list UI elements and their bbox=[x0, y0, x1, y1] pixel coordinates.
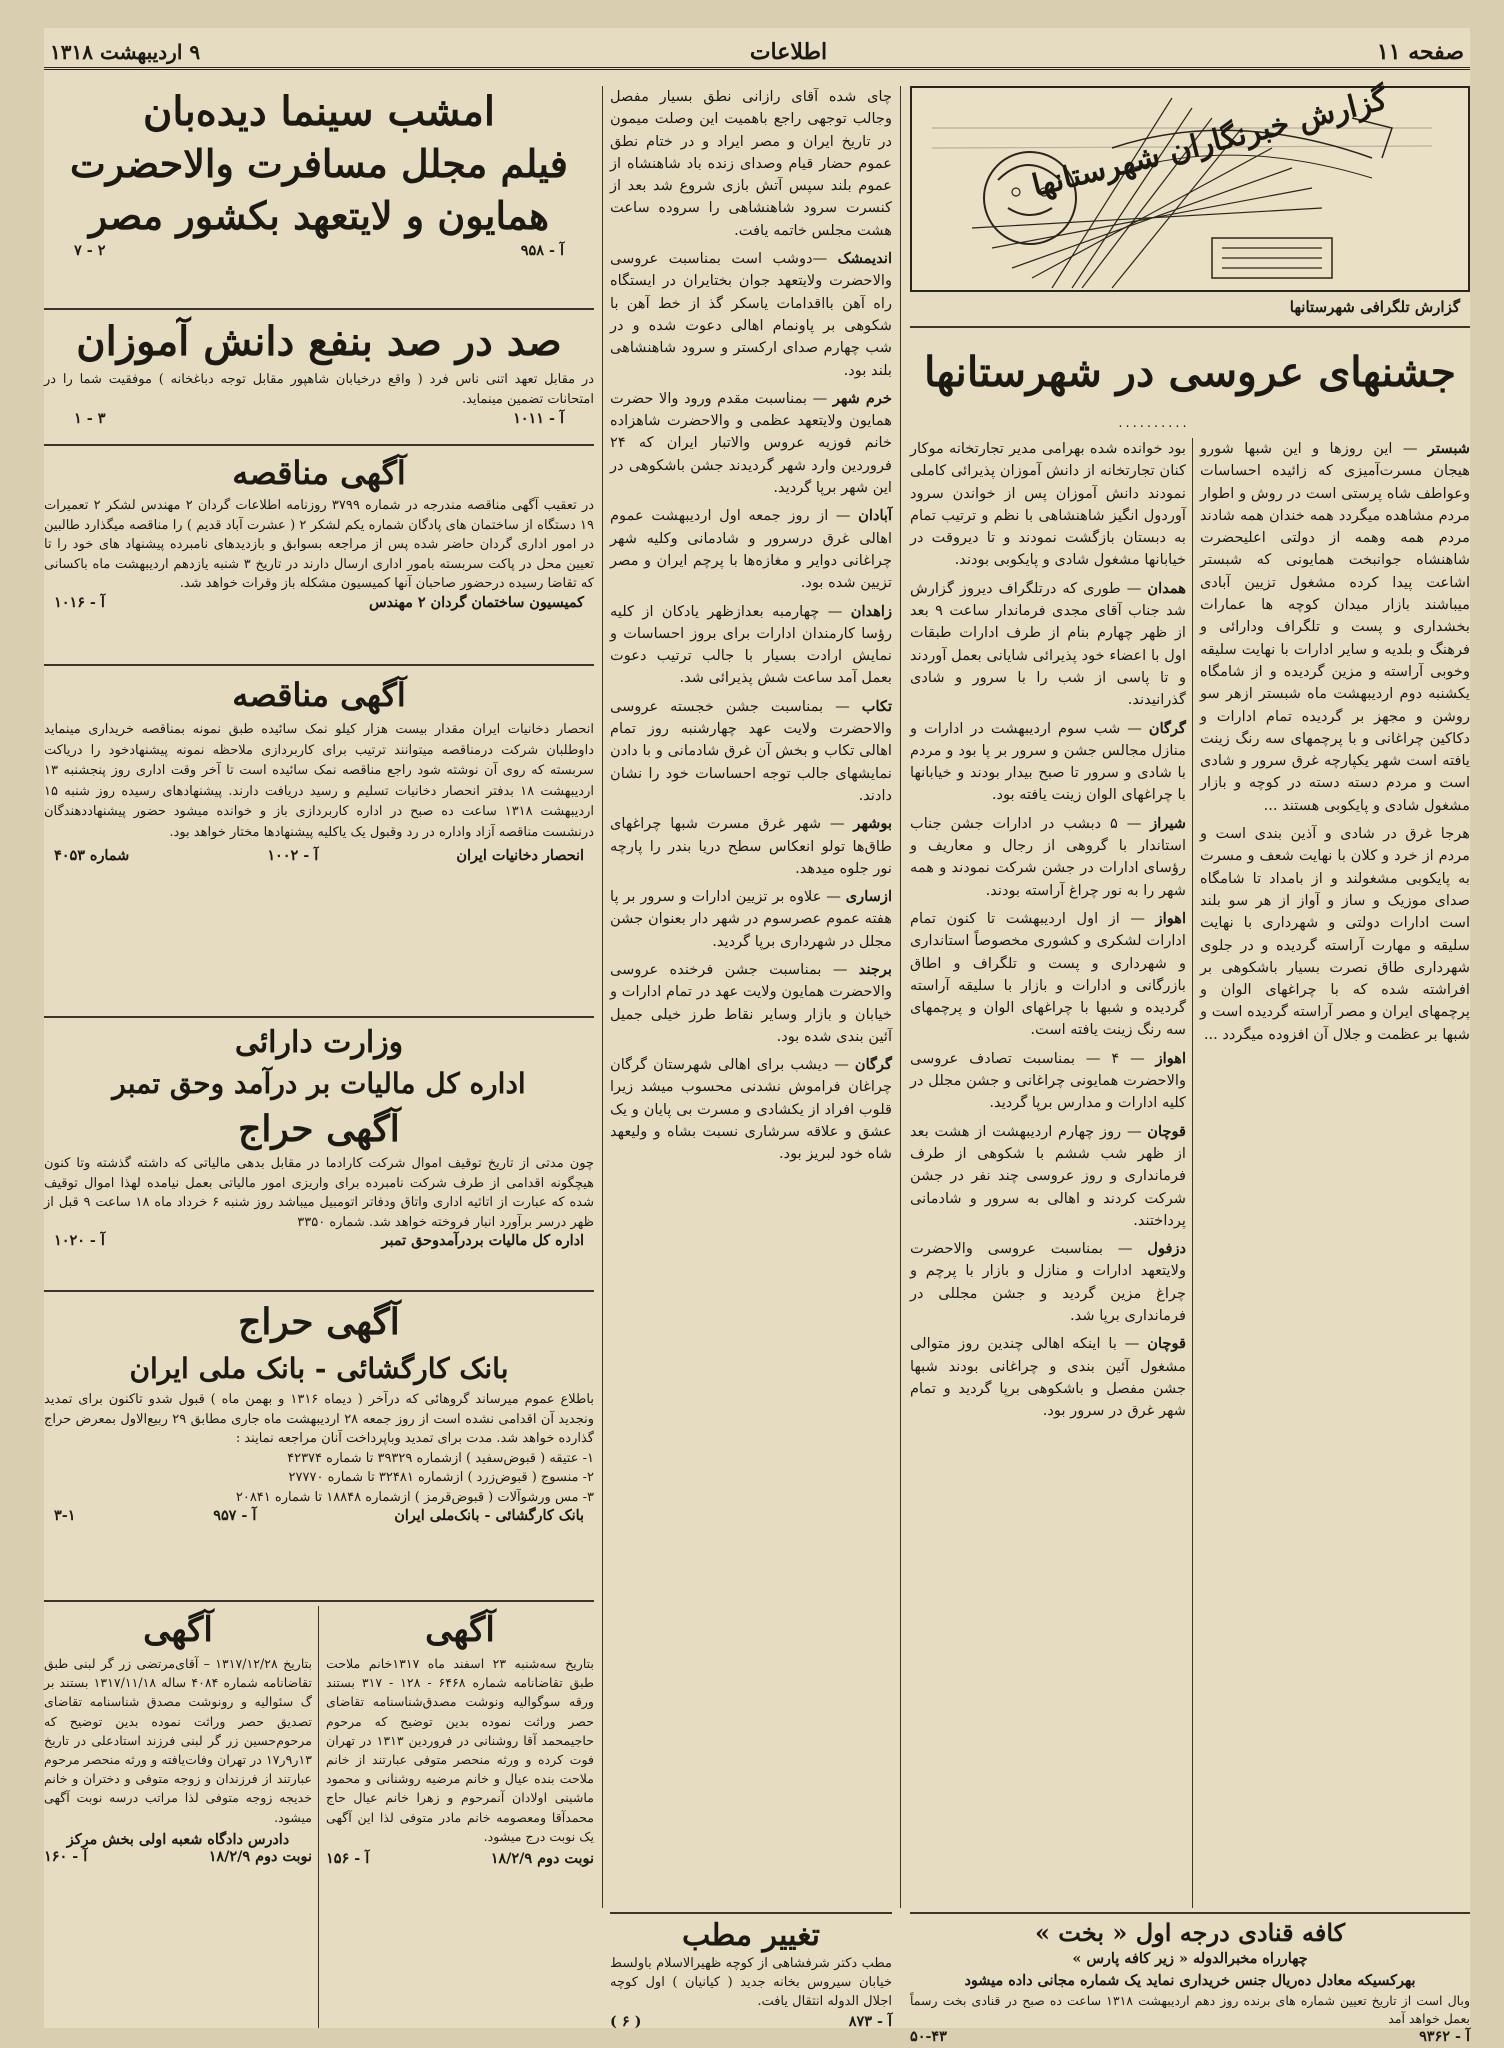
issue-date: ۹ اردیبهشت ۱۳۱۸ bbox=[50, 39, 201, 64]
reports-illustration bbox=[910, 81, 1470, 292]
tender-2-text: انحصار دخانیات ایران مقدار بیست هزار کیلو نمک سائیده طبق نمونه بمناقصه خریداری مینماید داوطلبان شرکت درمناقصه میتوانند ترتیب برای کاربردازی ملاحظه نمونه پیشنهادخود را دریاکت سربسته که روی آن نوشته شود راجع مناقصه نمک سائیده است تا آخر وقت اداری روز پنجشنبه ۱۳ اردیبهشت ۱۸ بدفتر انحصار دخانیات تسلیم و رسید دریافت دارند. پیشنهادهای رسیده روز شنبه ۱۵ اردیبهشت ۱۳۱۸ ساعت ده صبح در اداره کاربردازی باز و خوانده میشود حضور پیشنهاددهندگان درنشست مناقصه آزاد واداره در رد وقبول یک یاکلیه پیشنهادها مختار خواهد بود. bbox=[44, 722, 594, 840]
notice-right-ref-right: نوبت دوم ۱۸/۲/۹ bbox=[490, 1850, 594, 1868]
report-paragraph bbox=[910, 1121, 1186, 1232]
inheritance-notice-right bbox=[326, 1606, 594, 2028]
report-city: اندیمشک bbox=[837, 250, 892, 268]
report-city: خرم شهر bbox=[832, 389, 893, 407]
students-ref-right: آ - ۱۰۱۱ bbox=[513, 410, 564, 427]
divider bbox=[44, 444, 594, 446]
tender-1-text: در تعقیب آگهی مناقصه مندرجه در شماره ۳۷۹۹ روزنامه اطلاعات گردان ۲ مهندس لشکر ۲ تعمیرات ۱۹ دستگاه از ساختمان های پادگان شماره یکم لشکر ۲ ( عشرت آباد قدیم ) را مناقصه میگذارد طالبین در امور اداری گردان حاضر شده پس از مراجعه بسوابق و بازدیدهای نامبرده پیشنهاد های خود را تا تعیین محل در پاکت سربسته بامور اداری ارسال دارند در تاریخ ۳ شنبه یازدهم اردیبهشت ماه باکسانی که تقاضا رسیده درحضور صاحبان آنها کمیسیون مشکله باز وقرات خواهد شد. bbox=[44, 498, 595, 591]
report-paragraph bbox=[610, 505, 892, 594]
pawn-ref-mid: آ - ۹۵۷ bbox=[213, 1507, 257, 1524]
tender-1-ref-left: آ - ۱۰۱۶ bbox=[54, 593, 105, 611]
report-text: — دیشب برای اهالی شهرستان گرگان چراغان فراموش نشدنی محسوب میشد زیرا قلوب افراد از یکشادی و مسرت بی پایان و یک عشق و علاقه سرشاری نسبت بشاه و ولیعهد شاه خود لبریز بود. bbox=[610, 1056, 892, 1163]
report-city: شیراز bbox=[1150, 814, 1187, 832]
tender-1-ref-right: کمیسیون ساختمان گردان ۲ مهندس bbox=[368, 593, 584, 611]
tender-2-ref-right: انحصار دخانیات ایران bbox=[456, 847, 584, 864]
report-paragraph bbox=[610, 86, 892, 242]
clinic-ref: آ - ۸۷۳ bbox=[848, 2013, 892, 2030]
cinema-line-3: همایون و لایتعهد بکشور مصر bbox=[88, 193, 550, 238]
page-number: صفحه ۱۱ bbox=[1376, 38, 1464, 65]
column-rule bbox=[1192, 438, 1193, 1908]
notice-right-text: بتاریخ سه‌شنبه ۲۳ اسفند ماه ۱۳۱۷خانم ملاحت طبق تقاضانامه شماره ۶۴۶۸ - ۱۲۸ - ۳۱۷ بستند ورقه سوگوالیه ونوشت مصدق‌شناسنامه تقاضای حصر وراثت نموده بدین توضیح که مرحوم حاجیمحمد آقا روشنانی در فروردین ۱۳۱۳ در تهران فوت کرده و ورثه منحصر متوفی عبارتند از خانم ملاحت بنده عیال و خانم مرضیه روشنانی و محمود ماشینی اولادان آنمرحوم و زهرا خانم عیال حاج محمدآقا ومعصومه خانم مادر متوفی لذا این آگهی یک نوبت درج میشود. bbox=[326, 1656, 595, 1844]
report-text: —دوشب است بمناسبت عروسی والاحضرت ولایتعهد جوان بختایران در ایستگاه راه آهن بااقدامات یاسکر گذ از خط آهن با شکوهی بر پاونمام اهالی دعوت شده و در شب چهارم صدای ارکستر و سرود شاهنشاهی بلند بود. bbox=[610, 250, 892, 379]
finance-auction-ad bbox=[44, 1022, 594, 1286]
illustration-image bbox=[912, 81, 1468, 290]
report-text: — این روزها و این شبها شورو هیجان مسرت‌آمیزی که زائیده احساسات وعواطف شاه پرستی است در روش و اطوار مردم مشاهده میگردد همه خندان همه شادند مردم همه وهمه از دولتی اعلیحضرت شاهنشاه جوانبخت همایونی که شبستر اشاعت پیدا کرده مشغول تزیین آبادی میباشند بازار میدان کوچه ها عمارات بخشداری و پست و تلگراف ودارائی و فرهنگ و بلدیه و سایر ادارات با نهایت سلیقه وخوبی آراسته و مزین گردیده و از شامگاه یکشنبه دوم اردیبهشت ماه شبستر ازهر سو روشن و مجهز بر گردیده تمام ادارات و دکاکین چراغانی و با پرچمهای سه رنگ زینت یافته است شهر یکپارچه غرق سرور و شادی است و مردم دسته دسته در کوچه و بازار مشغول شادی و پایکوبی هستند ... bbox=[1200, 440, 1470, 814]
reports-column-1 bbox=[1200, 438, 1470, 1908]
report-city: برجند bbox=[858, 960, 892, 978]
report-text: — شهر غرق مسرت شبها چراغهای طاق‌ها تولو انعکاس سطح دریا بندر را پارچه نور جلوه میدهد. bbox=[610, 815, 892, 877]
pawn-subtitle: بانک کارگشائی - بانک ملی ایران bbox=[129, 1352, 509, 1385]
divider bbox=[44, 308, 594, 310]
clinic-title: تغییر مطب bbox=[681, 1918, 821, 1953]
report-paragraph bbox=[610, 1054, 892, 1165]
report-paragraph bbox=[1200, 438, 1470, 817]
report-text: — از روز جمعه اول اردیبهشت عموم اهالی غرق درسرور و شادمانی وکلیه شهر چراغانی دوایر و مغازه‌ها با پرچم ایران و مصر تزیین شده بود. bbox=[610, 507, 892, 592]
report-paragraph bbox=[610, 248, 892, 382]
notice-left-title: آگهی bbox=[143, 1610, 213, 1650]
pawn-item-2: ۲- منسوج ( قبوض‌زرد ) ازشماره ۳۲۴۸۱ تا شماره ۲۷۷۷۰ bbox=[288, 1470, 594, 1485]
tender-ad-2 bbox=[44, 670, 594, 1010]
report-text: بود خوانده شده بهرامی مدیر تجارتخانه موکار کنان تجارتخانه از دانش آموزان پذیرائی کاملی نمودند دانش آموزان پس از خواندن سرود آوردول انگیز شاهنشاهی با نظم و ترتیب تمام به دبستان بازگشت نمودند و تا دیروقت در خیابانها مشغول شادی و پایکوبی بودند. bbox=[910, 440, 1186, 569]
report-paragraph bbox=[610, 388, 892, 499]
report-paragraph bbox=[1200, 823, 1470, 1046]
tender-1-title: آگهی مناقصه bbox=[232, 454, 406, 492]
cafe-draw-info: وبال است از تاریخ تعیین شماره های برنده روز دهم اردیبهشت ۱۳۱۸ ساعت ده صبح در قنادی بخت رسماً بعمل خواهد آمد bbox=[910, 1993, 1470, 2026]
report-paragraph bbox=[910, 578, 1186, 712]
report-paragraph bbox=[610, 886, 892, 953]
sketch-caption: گزارش خبرنگاران شهرستانها bbox=[1028, 81, 1391, 204]
report-paragraph bbox=[910, 1238, 1186, 1327]
report-text: — بمناسبت جشن فرخنده عروسی والاحضرت همایون ولایت عهد در تمام ادارات و خیابان و بازار وسایر نقاط طرز خیلی جمیل آئین بندی شده بود. bbox=[610, 960, 892, 1045]
pawn-text: باطلاع عموم میرساند گروهائی که درآخر ( دیماه ۱۳۱۶ و بهمن ماه ) قبول شدو تاکنون برای تمدید ونجدید آن اقدامی نشده است از روز جمعه ۲۸ اردیبهشت ماه جاری مطابق ۲۹ ربیع‌الاول بمعرض حراج گذارده خواهد شد. مدت برای تمدید وباپرداخت آنان مراجعه نمایند : bbox=[44, 1392, 594, 1446]
students-title: صد در صد بنفع دانش آموزان bbox=[76, 318, 562, 365]
finance-ministry: وزارت دارائی bbox=[234, 1025, 404, 1060]
notice-left-court: دادرس دادگاه شعبه اولی بخش مرکز bbox=[66, 1830, 290, 1848]
finance-ref-left: آ - ۱۰۲۰ bbox=[54, 1232, 105, 1249]
divider bbox=[44, 1016, 594, 1018]
report-paragraph bbox=[910, 1048, 1186, 1115]
reports-column-3 bbox=[610, 86, 892, 1908]
reports-subtitle: گزارش تلگرافی شهرستانها bbox=[1289, 298, 1460, 316]
masthead bbox=[44, 36, 1470, 70]
reports-column-2 bbox=[910, 438, 1186, 1908]
tender-2-ref-mid: آ - ۱۰۰۲ bbox=[267, 847, 319, 864]
report-paragraph bbox=[910, 1333, 1186, 1422]
divider bbox=[44, 664, 594, 666]
cinema-ad bbox=[44, 86, 594, 304]
divider bbox=[44, 1600, 594, 1602]
cafe-ref-left: ۵۰-۴۳ bbox=[910, 2028, 947, 2045]
students-ad bbox=[44, 314, 594, 440]
report-city: ازساری bbox=[845, 888, 892, 906]
report-city: دزفول bbox=[1147, 1240, 1187, 1258]
divider bbox=[610, 1912, 892, 1914]
notice-left-text: بتاریخ ۱۳۱۷/۱۲/۲۸ – آقای‌مرتضی زر گر لبنی طبق تقاضانامه شماره ۴۰۸۴ ساله ۱۳۱۷/۱۱/۱۸ بستند بر گ سئوالیه و رونوشت مصدق شناسنامه تقاضای تصدیق حصر وراثت نموده بدین توضیح که مرحوم‌حسین زر گر لبنی فرزند استادعلی در تاریخ ۱۳ر۹ر۱۷ در تهران وفات‌یافته و ورثه منحصر مرحوم عبارتند از فرزندان و زوجه متوفی و دختران و خانم خدیجه زوجه متوفی لذا مراتب درسه نوبت آگهی میشود. bbox=[44, 1656, 312, 1825]
cinema-line-2: فیلم مجلل مسافرت والاحضرت bbox=[70, 141, 568, 186]
report-city: گرگان bbox=[1148, 719, 1186, 737]
report-city: همدان bbox=[1147, 579, 1186, 597]
cafe-offer: بهرکسیکه معادل ده‌ریال جنس خریداری نماید یک شماره مجانی داده میشود bbox=[964, 1972, 1416, 1989]
report-city: تکاب bbox=[861, 697, 893, 715]
report-city: گرگان bbox=[854, 1056, 893, 1074]
report-text: — بمناسبت جشن خجسته عروسی والاحضرت ولایت عهد چهارشنبه روز تمام اهالی تکاب و بخش آن غرق شادمانی و با دادن نمایشهای جالب توجه احساسات خود را نشان دادند. bbox=[610, 697, 892, 804]
report-paragraph bbox=[610, 601, 892, 690]
students-ref-left: ۳ - ۱ bbox=[74, 410, 106, 427]
cinema-ref-right: آ - ۹۵۸ bbox=[520, 242, 564, 259]
report-paragraph bbox=[610, 813, 892, 880]
report-text: — ۵ دبشب در ادارات جشن جناب استاندار با گروهی از رجال و معاریف و رؤسای ادارات در جشن شرکت نمودند و همه شهر را به نور چراغ آراسته بودند. bbox=[910, 814, 1186, 899]
report-text: چای شده آقای رازانی نطق بسیار مفصل وجالب توجهی راجع باهمیت این وصلت میمون در تاریخ ایران و مصر ایراد و در ختام نطق عموم حضار قیام وصدای زنده باد شاهنشاه از عموم بلند سپس آتش بازی شروع شد بعد از کنسرت سرود شاهنشاهی را سروده ساعت هشت مجلس خاتمه یافت. bbox=[610, 88, 892, 239]
cinema-line-1: امشب سینما دیده‌بان bbox=[143, 88, 495, 135]
tender-2-title: آگهی مناقصه bbox=[232, 676, 406, 714]
report-paragraph bbox=[610, 959, 892, 1048]
report-text: — با اینکه اهالی چندین روز متوالی مشغول آئین بندی و چراغانی بودند شبها جشن مفصل و باشکوهی برپا گردید و تمام شهر غرق در سرور بود. bbox=[910, 1335, 1186, 1420]
cinema-ref-left: ۲ - ۷ bbox=[74, 242, 106, 259]
report-city: اهواز bbox=[1155, 1049, 1187, 1067]
cafe-title: کافه قنادی درجه اول « بخت » bbox=[1034, 1918, 1346, 1947]
pawn-item-1: ۱- عتیقه ( قبوض‌سفید ) ازشماره ۳۹۳۲۹ تا شماره ۴۲۳۷۴ bbox=[287, 1450, 594, 1466]
notice-right-ref-left: آ - ۱۵۶ bbox=[326, 1850, 370, 1868]
report-city: قوچان bbox=[1147, 1335, 1186, 1353]
report-text: — چهارمبه بعدازظهر یادکان از کلیه رؤسا کارمندان ادارات برای بروز احساسات و نمایش ارادت بسیار با جالب ترتیب دعوت بعمل آمد ساعت شش پذیرائی شد. bbox=[610, 602, 892, 687]
notice-left-ref-right: نوبت دوم ۱۸/۲/۹ bbox=[208, 1847, 312, 1865]
report-city: آبادان bbox=[858, 507, 893, 525]
tender-ad-1 bbox=[44, 450, 594, 660]
report-city: قوچان bbox=[1147, 1122, 1186, 1140]
students-text: در مقابل تعهد اتنی ناس فرد ( واقع درخیابان شاهپور مقابل توجه دباغخانه ) موفقیت شما را در امتحانات تضمین مینماید. bbox=[44, 372, 594, 407]
column-rule bbox=[318, 1606, 319, 2028]
tender-2-ref-number: شماره ۴۰۵۳ bbox=[54, 847, 130, 864]
finance-text: چون مدتی از تاریخ توقیف اموال شرکت کارادما در مقابل بدهی مالیاتی که داشته گذشته وتا کنون هیچگونه اقدامی از طرف شرکت نامبرده برای واریزی امور مالیاتی بعمل نیامده لهذا اموال توقیف شده که عبارت از اتاثیه اداری واتاق ودفاتر اتومبیل میباشد روز شنبه ۶ خرداد ماه ۱۸ ساعت ۹ قبل از ظهر درسر برآورد انبار فروخته خواهد شد. شماره ۳۳۵۰ bbox=[44, 1156, 594, 1230]
column-rule bbox=[602, 86, 603, 1908]
cafe-address: چهارراه مخبرالدوله « زیر کافه پارس » bbox=[1072, 1950, 1308, 1967]
report-city: شبستر bbox=[1427, 440, 1470, 457]
report-paragraph bbox=[910, 908, 1186, 1042]
pawn-ref-right: بانک کارگشائی - بانک‌ملی ایران bbox=[394, 1507, 584, 1524]
report-paragraph bbox=[910, 718, 1186, 807]
finance-title: آگهی حراج bbox=[238, 1108, 400, 1150]
pawn-title: آگهی حراج bbox=[238, 1301, 400, 1343]
notice-left-ref-left: آ - ۱۶۰ bbox=[44, 1847, 88, 1865]
divider bbox=[910, 1912, 1470, 1914]
report-text: — بمناسبت عروسی والاحضرت ولایتعهد ادارات و منازل و بازار با پرچم و چراغ مزین گردید و جشن مجللی در فرمانداری برپا شد. bbox=[910, 1240, 1186, 1324]
newspaper-page bbox=[44, 28, 1470, 2045]
column-rule bbox=[900, 86, 901, 1908]
finance-dept: اداره کل مالیات بر درآمد وحق تمبر bbox=[112, 1067, 526, 1100]
divider bbox=[910, 326, 1470, 328]
page-mark: ( ۶ ) bbox=[610, 2013, 642, 2030]
clinic-ad bbox=[610, 1918, 892, 2028]
inheritance-notice-left bbox=[44, 1606, 312, 2028]
report-paragraph bbox=[610, 696, 892, 807]
paper-name: اطلاعات bbox=[749, 38, 828, 65]
report-text: هرجا غرق در شادی و آذین بندی است و مردم از خرد و کلان با نهایت شعف و مسرت به پایکوبی مشغولند و از بامداد تا شامگاه صدای موزیک و ساز و آواز از هر سو بلند است ادارات دولتی و شهرداری با نهایت سلیقه و مهارت آراسته گردیده و در جلوی شهرداری طاق نصرت بسیار باشکوهی بر افراشته شده که با چراغهای الوان و پرچمهای ایران و مصر آراسته گردیده است و شبها بر عظمت و جلال آن افزوده میگردد ... bbox=[1200, 825, 1470, 1043]
report-text: — ۴ — بمناسبت تصادف عروسی والاحضرت همایونی چراغانی و جشن مجلل در کلیه ادارات و مدارس برپا گردید. bbox=[910, 1049, 1186, 1112]
pawn-ref-left: ۳-۱ bbox=[54, 1507, 76, 1524]
report-text: — طوری که درتلگراف دیروز گزارش شد جناب آقای مجدی فرماندار ساعت ۹ بعد از ظهر چهارم بنام از طرف ادارات طبقات اول با اعضاء خود پذیرائی شایانی بعمل آوردند و تا پاسی از شب را با سرور و شادی گذرانیدند. bbox=[910, 579, 1186, 709]
report-city: بوشهر bbox=[853, 815, 893, 833]
notice-right-title: آگهی bbox=[425, 1610, 495, 1650]
report-city: اهواز bbox=[1155, 909, 1187, 927]
report-paragraph bbox=[910, 438, 1186, 572]
pawn-auction-ad bbox=[44, 1296, 594, 1596]
report-paragraph bbox=[910, 813, 1186, 902]
cafe-ref-right: آ - ۹۳۶۲ bbox=[1419, 2028, 1470, 2045]
pawn-item-3: ۳- مس ورشوآلات ( قبوض‌قرمز ) ازشماره ۱۸۸۴۸ تا شماره ۲۰۸۴۱ bbox=[235, 1489, 594, 1505]
report-text: — شب سوم اردیبهشت در ادارات و منازل مجالس جشن و سرور بر پا بود و مردم با شادی و سرور تا صبح بیدار بودند و خیابانها با چراغهای الوان زینت یافته بود. bbox=[910, 719, 1186, 804]
clinic-text: مطب دکتر شرفشاهی از کوچه ظهیرالاسلام باولسط خیابان سیروس بخانه جدید ( کیانیان ) اول کوچه اجلال الدوله انتقال یافت. bbox=[610, 1956, 892, 2009]
report-text: — بمناسبت مقدم ورود والا حضرت همایون ولایتعهد عظمی و والاحضرت شاهزاده خانم فوزیه عروس والاتبار ایران که ۲۴ فروردین وارد شهر گردیدند جشن باشکوهی در این شهر برپا گردید. bbox=[610, 389, 892, 497]
report-text: — علاوه بر تزیین ادارات و سرور بر پا هفته عموم عصرسوم در شهر دار بعنوان جشن مجلل در شهرداری برپا گردید. bbox=[610, 888, 892, 950]
reports-headline: جشنهای عروسی در شهرستانها bbox=[924, 348, 1456, 396]
ornament-dots: .......... bbox=[1118, 416, 1190, 431]
report-city: زاهدان bbox=[850, 602, 893, 620]
finance-ref-right: اداره کل مالیات بردرآمدوحق تمبر bbox=[381, 1232, 584, 1249]
report-text: — از اول اردیبهشت تا کنون تمام ادارات لشکری و کشوری مخصوصاً استانداری و شهرداری و پست و تلگراف و اطاق بازرگانی و ادارات و بازار با سلیقه آراسته گردیده و شبها با چراغهای الوان و پرچمهای سه رنگ زینت یافته است. bbox=[910, 909, 1186, 1039]
cafe-ad bbox=[910, 1918, 1470, 2045]
divider bbox=[44, 1290, 594, 1292]
report-text: — روز چهارم اردیبهشت از هشت بعد از ظهر شب ششم با شکوهی از طرف فرمانداری و روز عروسی چند نفر در جشن شرکت کردند و اهالی به سرور و شادمانی پرداختند. bbox=[910, 1122, 1186, 1229]
